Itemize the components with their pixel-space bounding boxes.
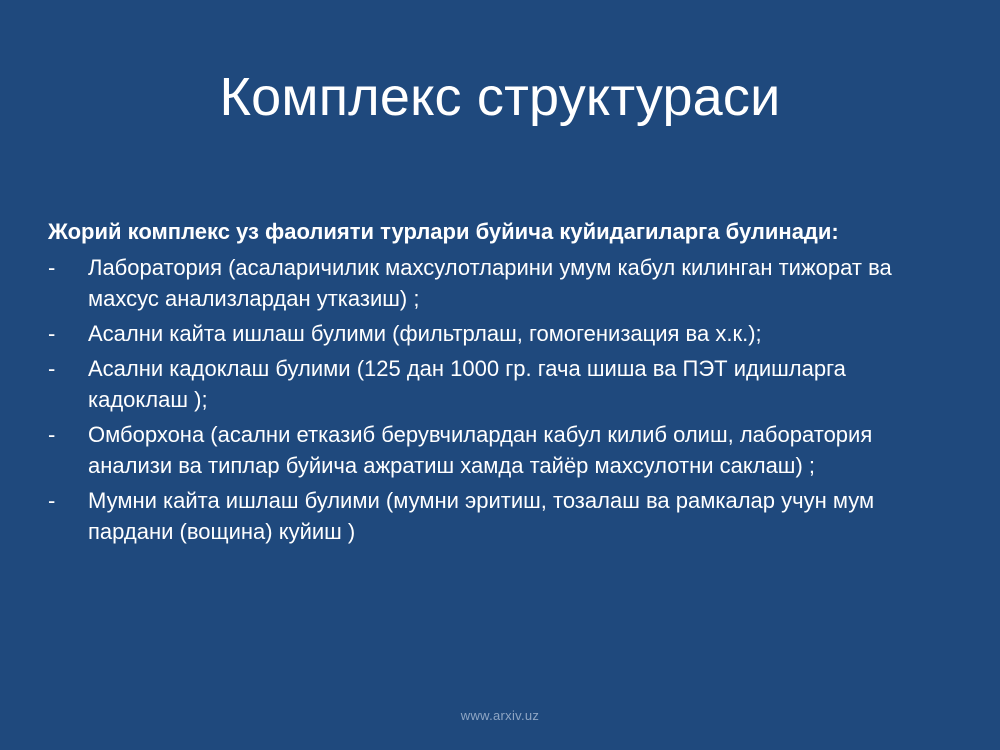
- bullet-text: Мумни кайта ишлаш булими (мумни эритиш, тозалаш ва рамкалар учун мум пардани (вощина) куйиш ): [88, 488, 875, 544]
- bullet-marker: -: [48, 356, 56, 381]
- bullet-item-wax: [48, 485, 948, 547]
- bullet-text: Асални кадоклаш булими (125 дан 1000 гр. гача шиша ва ПЭТ идишларга кадоклаш );: [88, 356, 846, 412]
- bullet-item-warehouse: [48, 419, 948, 481]
- bullet-item-processing: [48, 318, 948, 349]
- slide-content: [48, 218, 948, 551]
- bullet-text: Асални кайта ишлаш булими (фильтрлаш, гомогенизация ва х.к.);: [88, 321, 762, 346]
- bullet-marker: -: [48, 255, 56, 280]
- bullet-item-laboratory: [48, 252, 948, 314]
- bullet-marker: -: [48, 488, 56, 513]
- bullet-text: Лаборатория (асаларичилик махсулотларини умум кабул килинган тижорат ва махсус анализлардан утказиш) ;: [88, 255, 892, 311]
- slide-title: Комплекс структураси: [219, 67, 781, 127]
- footer-url[interactable]: www.arxiv.uz: [460, 708, 540, 723]
- bullet-text: Омборхона (асални етказиб берувчилардан кабул килиб олиш, лаборатория анализи ва типлар буйича ажратиш хамда тайёр махсулотни саклаш) ;: [88, 422, 873, 478]
- bullet-marker: -: [48, 321, 56, 346]
- bullet-marker: -: [48, 422, 56, 447]
- intro-text: Жорий комплекс уз фаолияти турлари буйича куйидагиларга булинади:: [48, 219, 839, 244]
- bullet-list: [48, 252, 948, 547]
- bullet-item-packaging: [48, 353, 948, 415]
